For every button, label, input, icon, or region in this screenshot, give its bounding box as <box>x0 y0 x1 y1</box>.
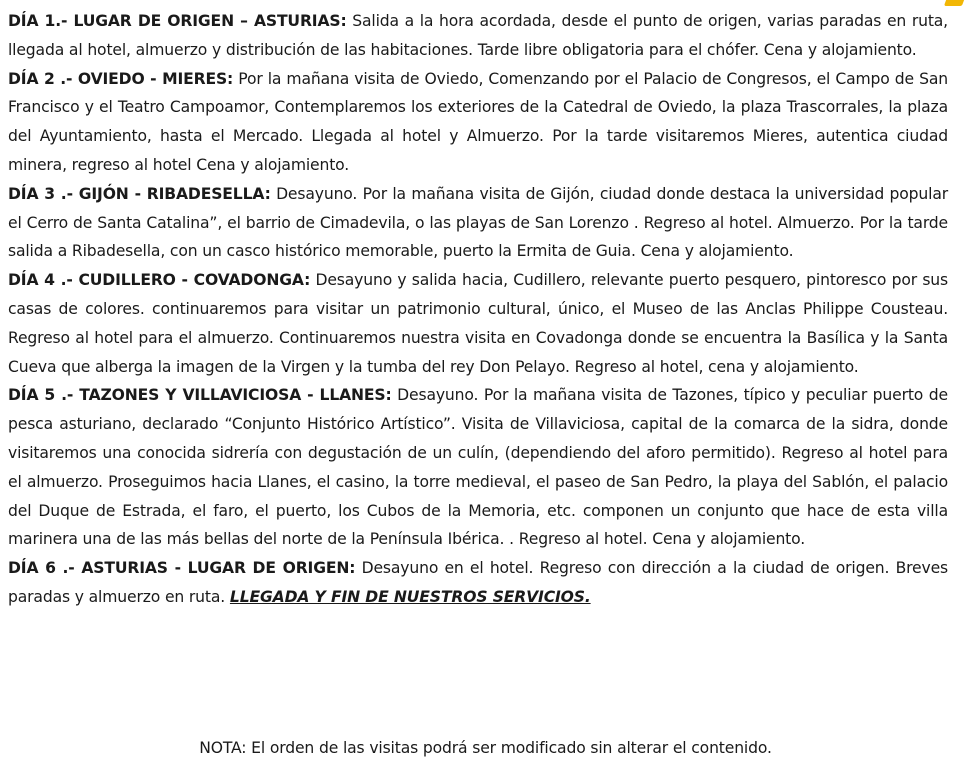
day-6-text: Desayuno en el hotel. Regreso con dirección a la ciudad de origen. Breves paradas y almuerzo en ruta. <box>8 559 948 606</box>
day-2-title: DÍA 2 .- OVIEDO - MIERES: <box>8 69 234 88</box>
day-6-paragraph <box>8 554 948 612</box>
day-5-title: DÍA 5 .- TAZONES Y VILLAVICIOSA - LLANES: <box>8 386 392 405</box>
closing-statement: LLEGADA Y FIN DE NUESTROS SERVICIOS. <box>229 587 591 606</box>
itinerary <box>8 7 948 612</box>
day-1-paragraph <box>8 7 948 65</box>
day-2-paragraph <box>8 65 948 180</box>
corner-accent-shape <box>944 0 964 6</box>
day-3-paragraph <box>8 180 948 266</box>
day-4-text: Desayuno y salida hacia, Cudillero, relevante puerto pesquero, pintoresco por sus casas de colores. continuaremos para visitar un patrimonio cultural, único, el Museo de las Anclas Philippe Cousteau. Regreso al hotel para el almuerzo. Continuaremos nuestra visita en Covadonga donde se encuentra la Basílica y la Santa Cueva que alberga la imagen de la Virgen y la tumba del rey Don Pelayo. Regreso al hotel, cena y alojamiento. <box>8 271 949 376</box>
day-3-text: Desayuno. Por la mañana visita de Gijón, ciudad donde destaca la universidad popular el Cerro de Santa Catalina”, el barrio de Cimadevila, o las playas de San Lorenzo . Regreso al hotel. Almuerzo. Por la tarde salida a Ribadesella, con un casco histórico memorable, puerto la Ermita de Guia. Cena y alojamiento. <box>8 184 949 261</box>
day-1-text: Salida a la hora acordada, desde el punto de origen, varias paradas en ruta, llegada al hotel, almuerzo y distribución de las habitaciones. Tarde libre obligatoria para el chófer. Cena y alojamiento. <box>8 12 948 59</box>
day-1-title: DÍA 1.- LUGAR DE ORIGEN – ASTURIAS: <box>8 12 347 30</box>
day-5-text: Desayuno. Por la mañana visita de Tazones, típico y peculiar puerto de pesca asturiano, declarado “Conjunto Histórico Artístico”. Visita de Villaviciosa, capital de la comarca de la sidra, donde visitaremos una conocida sidrería con degustación de un culín, (dependiendo del aforo permitido). Regreso al hotel para el almuerzo. Proseguimos hacia Llanes, el casino, la torre medieval, el paseo de San Pedro, la playa del Sablón, el palacio del Duque de Estrada, el faro, el puerto, los Cubos de la Memoria, etc. componen un conjunto que hace de esta villa marinera una de las más bellas del norte de la Península Ibérica. . Regreso al hotel. Cena y alojamiento. <box>8 386 948 549</box>
day-4-paragraph <box>8 266 948 381</box>
day-4-title: DÍA 4 .- CUDILLERO - COVADONGA: <box>8 271 311 290</box>
footnote: NOTA: El orden de las visitas podrá ser modificado sin alterar el contenido. <box>199 739 772 757</box>
day-6-title: DÍA 6 .- ASTURIAS - LUGAR DE ORIGEN: <box>8 559 356 578</box>
day-3-title: DÍA 3 .- GIJÓN - RIBADESELLA: <box>8 184 271 203</box>
day-5-paragraph <box>8 381 948 554</box>
day-2-text: Por la mañana visita de Oviedo, Comenzando por el Palacio de Congresos, el Campo de San Francisco y el Teatro Campoamor, Contemplaremos los exteriores de la Catedral de Oviedo, la plaza Trascorrales, la plaza del Ayuntamiento, hasta el Mercado. Llegada al hotel y Almuerzo. Por la tarde visitaremos Mieres, autentica ciudad minera, regreso al hotel Cena y alojamiento. <box>8 69 948 174</box>
